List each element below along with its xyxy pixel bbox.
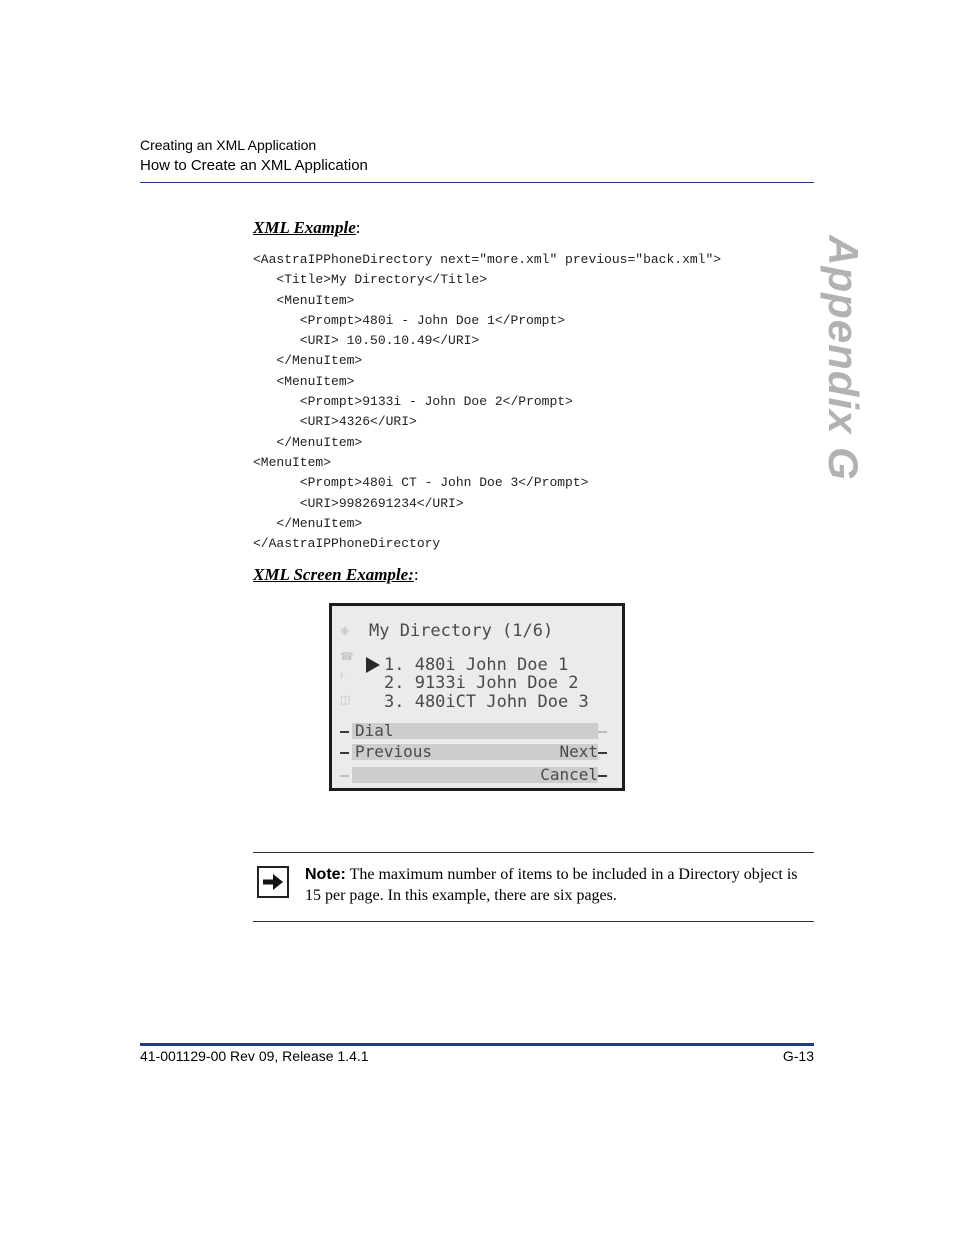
arrow-right-icon: [257, 866, 289, 898]
line-icon: ⊦: [340, 669, 346, 682]
softkey-indicator: [598, 775, 607, 777]
footer-doc-id: 41-001129-00 Rev 09, Release 1.4.1: [140, 1048, 369, 1064]
directory-item[interactable]: 3. 480iCT John Doe 3: [384, 692, 589, 712]
xml-screen-example-heading: XML Screen Example::: [253, 565, 419, 584]
xml-example-heading-text: XML Example: [253, 218, 356, 237]
code-line: <Prompt>480i - John Doe 1</Prompt>: [253, 312, 566, 328]
code-line: <Prompt>9133i - John Doe 2</Prompt>: [253, 394, 573, 410]
selection-arrow-icon: [366, 657, 380, 673]
code-line: <Prompt>480i CT - John Doe 3</Prompt>: [253, 475, 589, 491]
phone-lcd-screen: [329, 603, 625, 791]
note-text: [305, 864, 805, 906]
directory-item[interactable]: 2. 9133i John Doe 2: [384, 673, 579, 693]
appendix-label: Appendix G: [820, 234, 867, 481]
cancel-softkey[interactable]: Cancel: [540, 765, 598, 784]
header-rule: [140, 182, 814, 183]
code-line: <URI>9982691234</URI>: [253, 495, 464, 511]
footer-rule: [140, 1043, 814, 1046]
xml-code-block: [253, 250, 721, 554]
settings-icon: ❋: [340, 625, 350, 638]
appendix-side-tab: [818, 234, 868, 481]
note-label: Note:: [305, 866, 346, 883]
directory-item[interactable]: 1. 480i John Doe 1: [384, 655, 569, 675]
xml-example-heading: XML Example:: [253, 218, 361, 237]
softkey-indicator: [340, 775, 349, 777]
note-body: The maximum number of items to be included in a Directory object is 15 per page. In this example, there are six pages.: [305, 866, 798, 904]
dial-softkey[interactable]: Dial: [355, 721, 394, 740]
xml-screen-example-heading-text: XML Screen Example:: [253, 565, 414, 584]
softkey-indicator: [598, 752, 607, 754]
code-line: <AastraIPPhoneDirectory next="more.xml" previous="back.xml">: [253, 252, 722, 267]
note-rule-bottom: [253, 921, 814, 922]
intercom-icon: ◫: [340, 693, 351, 706]
softkey-indicator: [598, 731, 607, 733]
softkey-indicator: [340, 752, 349, 754]
code-line: </AastraIPPhoneDirectory: [253, 536, 441, 552]
next-softkey[interactable]: Next: [559, 742, 598, 761]
code-line: </MenuItem>: [253, 515, 363, 531]
header-section: How to Create an XML Application: [140, 157, 368, 174]
note-rule-top: [253, 852, 814, 853]
header-chapter: Creating an XML Application: [140, 137, 317, 153]
previous-softkey[interactable]: Previous: [355, 742, 433, 761]
code-line: </MenuItem>: [253, 353, 363, 369]
code-line: <MenuItem>: [253, 292, 355, 308]
code-line: <MenuItem>: [253, 373, 355, 389]
footer-page-number: G-13: [782, 1048, 814, 1064]
softkey-indicator: [340, 731, 349, 733]
code-line: <MenuItem>: [253, 454, 332, 470]
code-line: <URI> 10.50.10.49</URI>: [253, 333, 480, 349]
handset-icon: ☎: [340, 650, 354, 663]
code-line: </MenuItem>: [253, 434, 363, 450]
code-line: <URI>4326</URI>: [253, 414, 417, 430]
lcd-title: My Directory (1/6): [369, 621, 554, 641]
code-line: <Title>My Directory</Title>: [253, 272, 488, 288]
